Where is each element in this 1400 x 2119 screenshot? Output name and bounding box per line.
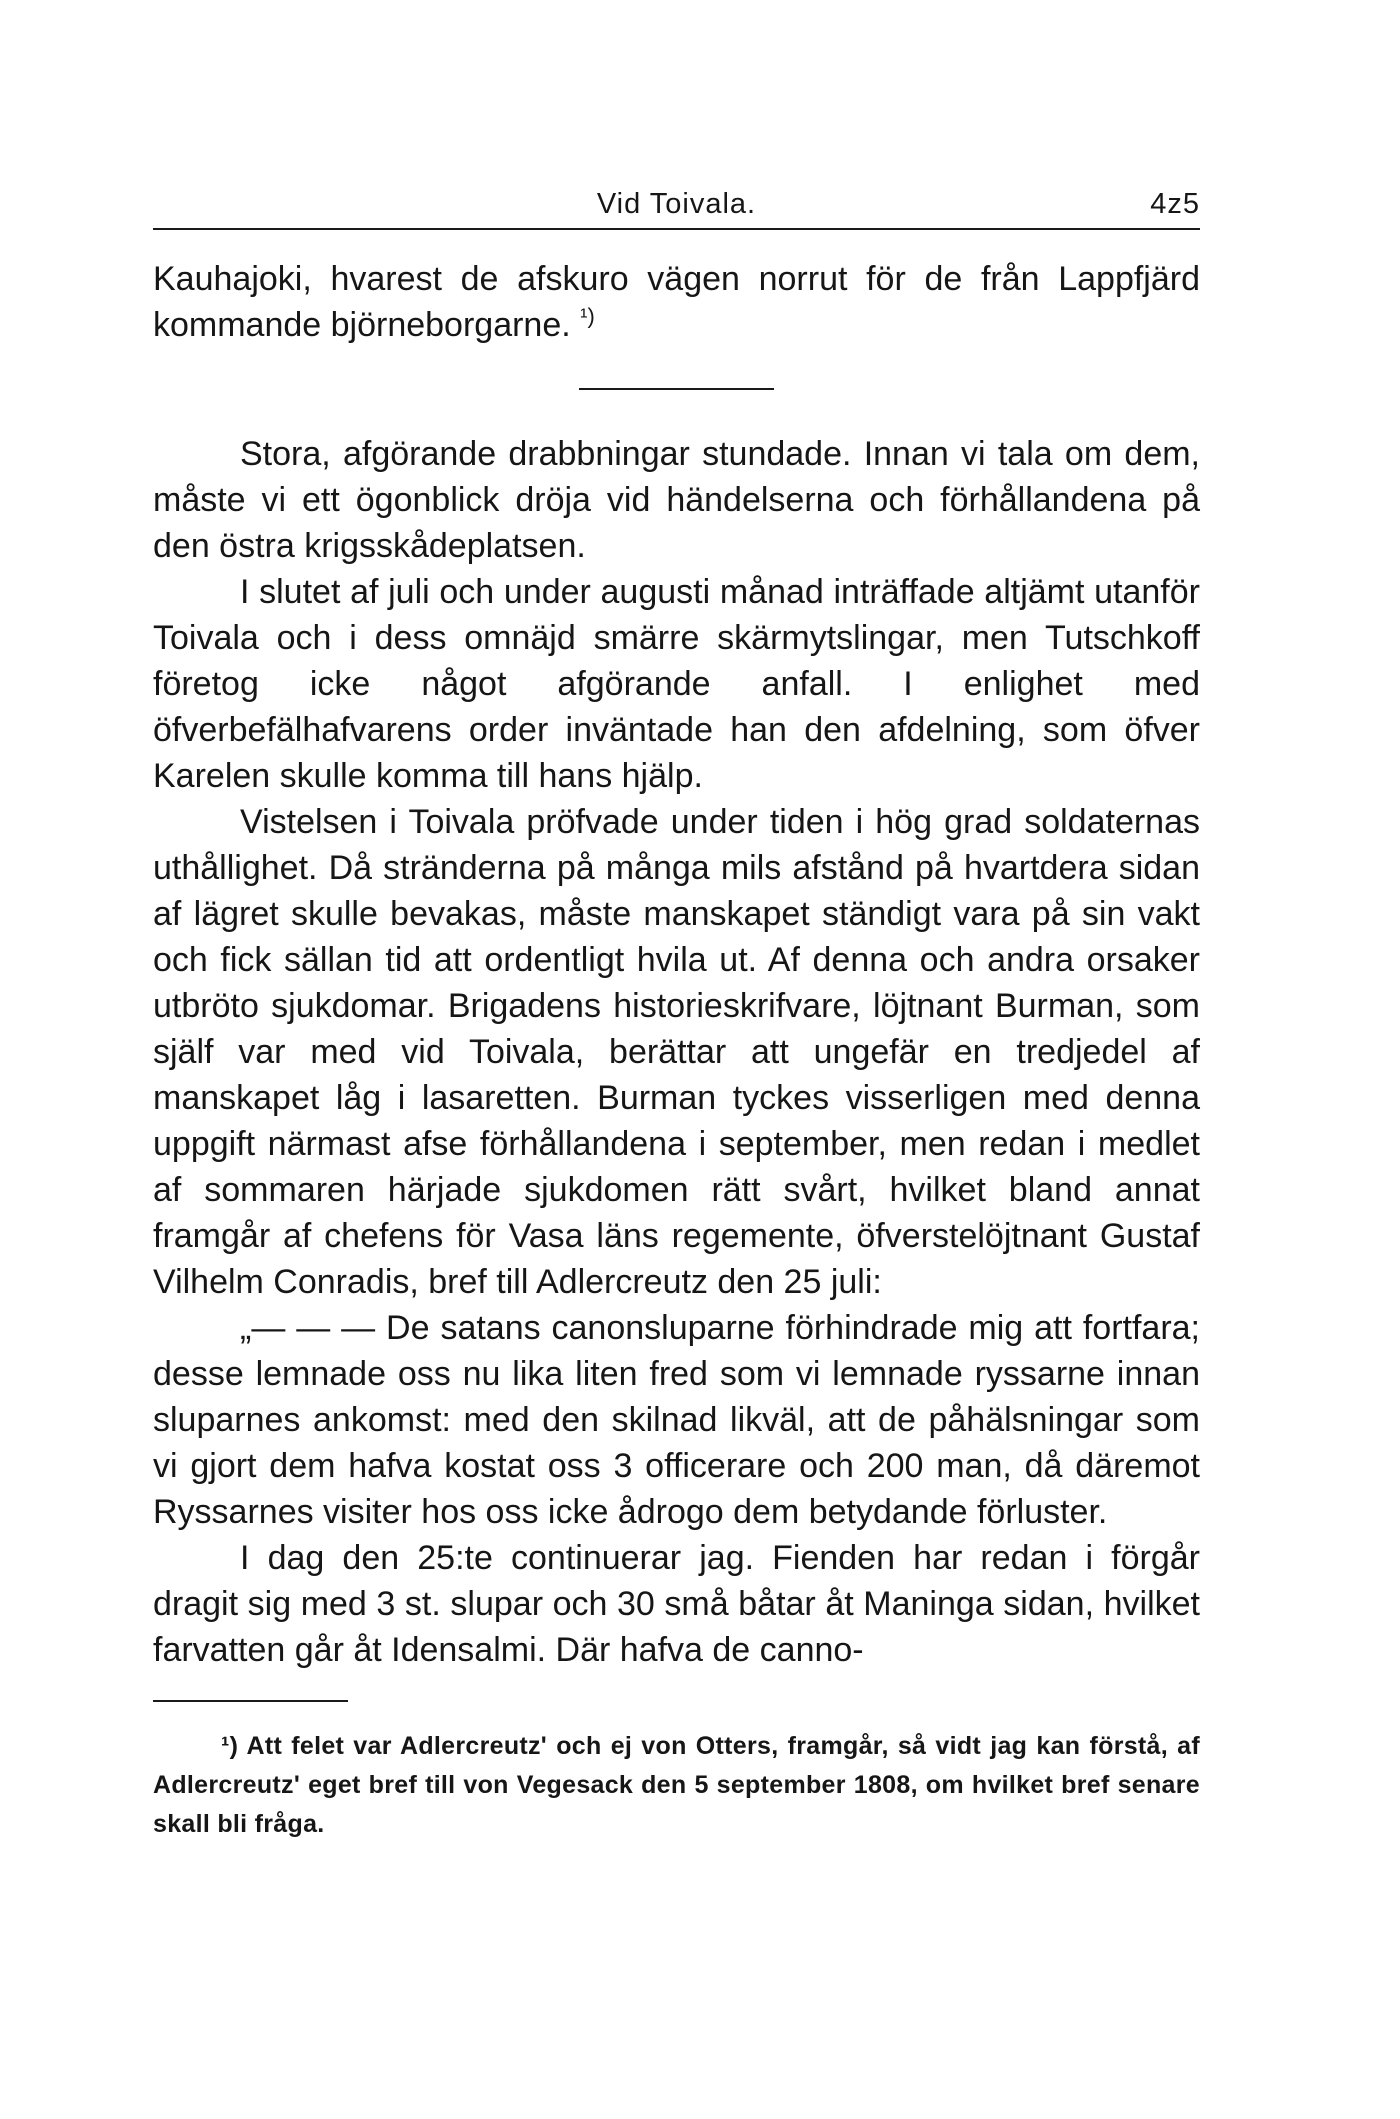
book-page (153, 178, 1200, 1869)
running-head (153, 178, 1200, 228)
footnote-text: Att felet var Adlercreutz' och ej von Otters, framgår, så vidt jag kan förstå, af Adlercreutz' eget bref till von Vegesack den 5 september 1808, om hvilket bref senare skall bli fråga. (153, 1732, 1200, 1838)
quoted-letter-paragraph: „— — — De satans canonsluparne förhindrade mig att fortfara; desse lemnade oss nu lika liten fred som vi lemnade ryssarne innan sluparnes ankomst: med den skilnad likväl, att de påhälsningar som vi gjort dem hafva kostat oss 3 officerare och 200 man, då däremot Ryssarnes visiter hos oss icke ådrogo dem betydande förluster. (153, 1309, 1200, 1531)
paragraph-continued (153, 256, 1200, 348)
page-number: 4z5 (1150, 188, 1200, 220)
paragraph: Stora, afgörande drabbningar stundade. Innan vi tala om dem, måste vi ett ögonblick dröja vid händelserna och förhållandena på den östra krigsskådeplatsen. (153, 435, 1200, 565)
footnote (153, 1727, 1200, 1844)
footnote-rule (153, 1700, 348, 1702)
paragraph: I slutet af juli och under augusti månad inträffade altjämt utanför Toivala och i dess omnäjd smärre skärmytslingar, men Tutschkoff företog icke något afgörande anfall. I enlighet med öfverbefälhafvarens order inväntade han den afdelning, som öfver Karelen skulle komma till hans hjälp. (153, 573, 1200, 795)
footnote-marker: ¹) (221, 1732, 239, 1760)
header-rule (153, 228, 1200, 230)
running-title: Vid Toivala. (596, 188, 757, 220)
body-text (153, 256, 1200, 1673)
paragraph: Vistelsen i Toivala pröfvade under tiden i hög grad soldaternas uthållighet. Då stränderna på många mils afstånd på hvartdera sidan af lägret skulle bevakas, måste manskapet ständigt vara på sin vakt och fick sällan tid att ordentligt hvila ut. Af denna och andra orsaker utbröto sjukdomar. Brigadens historieskrifvare, löjtnant Burman, som själf var med vid Toivala, berättar att ungefär en tredjedel af manskapet låg i lasaretten. Burman tyckes visserligen med denna uppgift närmast afse förhållandena i september, men redan i medlet af sommaren härjade sjukdomen rätt svårt, hvilket bland annat framgår af chefens för Vasa läns regemente, öfverstelöjtnant Gustaf Vilhelm Conradis, bref till Adlercreutz den 25 juli: (153, 803, 1200, 1301)
footnote-reference: ¹) (580, 303, 595, 329)
section-divider (579, 388, 774, 390)
quoted-letter-paragraph: I dag den 25:te continuerar jag. Fienden har redan i förgår dragit sig med 3 st. slupar och 30 små båtar åt Maninga sidan, hvilket farvatten går åt Idensalmi. Där hafva de canno- (153, 1539, 1200, 1669)
paragraph-text: Kauhajoki, hvarest de afskuro vägen norrut för de från Lappfjärd kommande björneborgarne. (153, 260, 1200, 344)
